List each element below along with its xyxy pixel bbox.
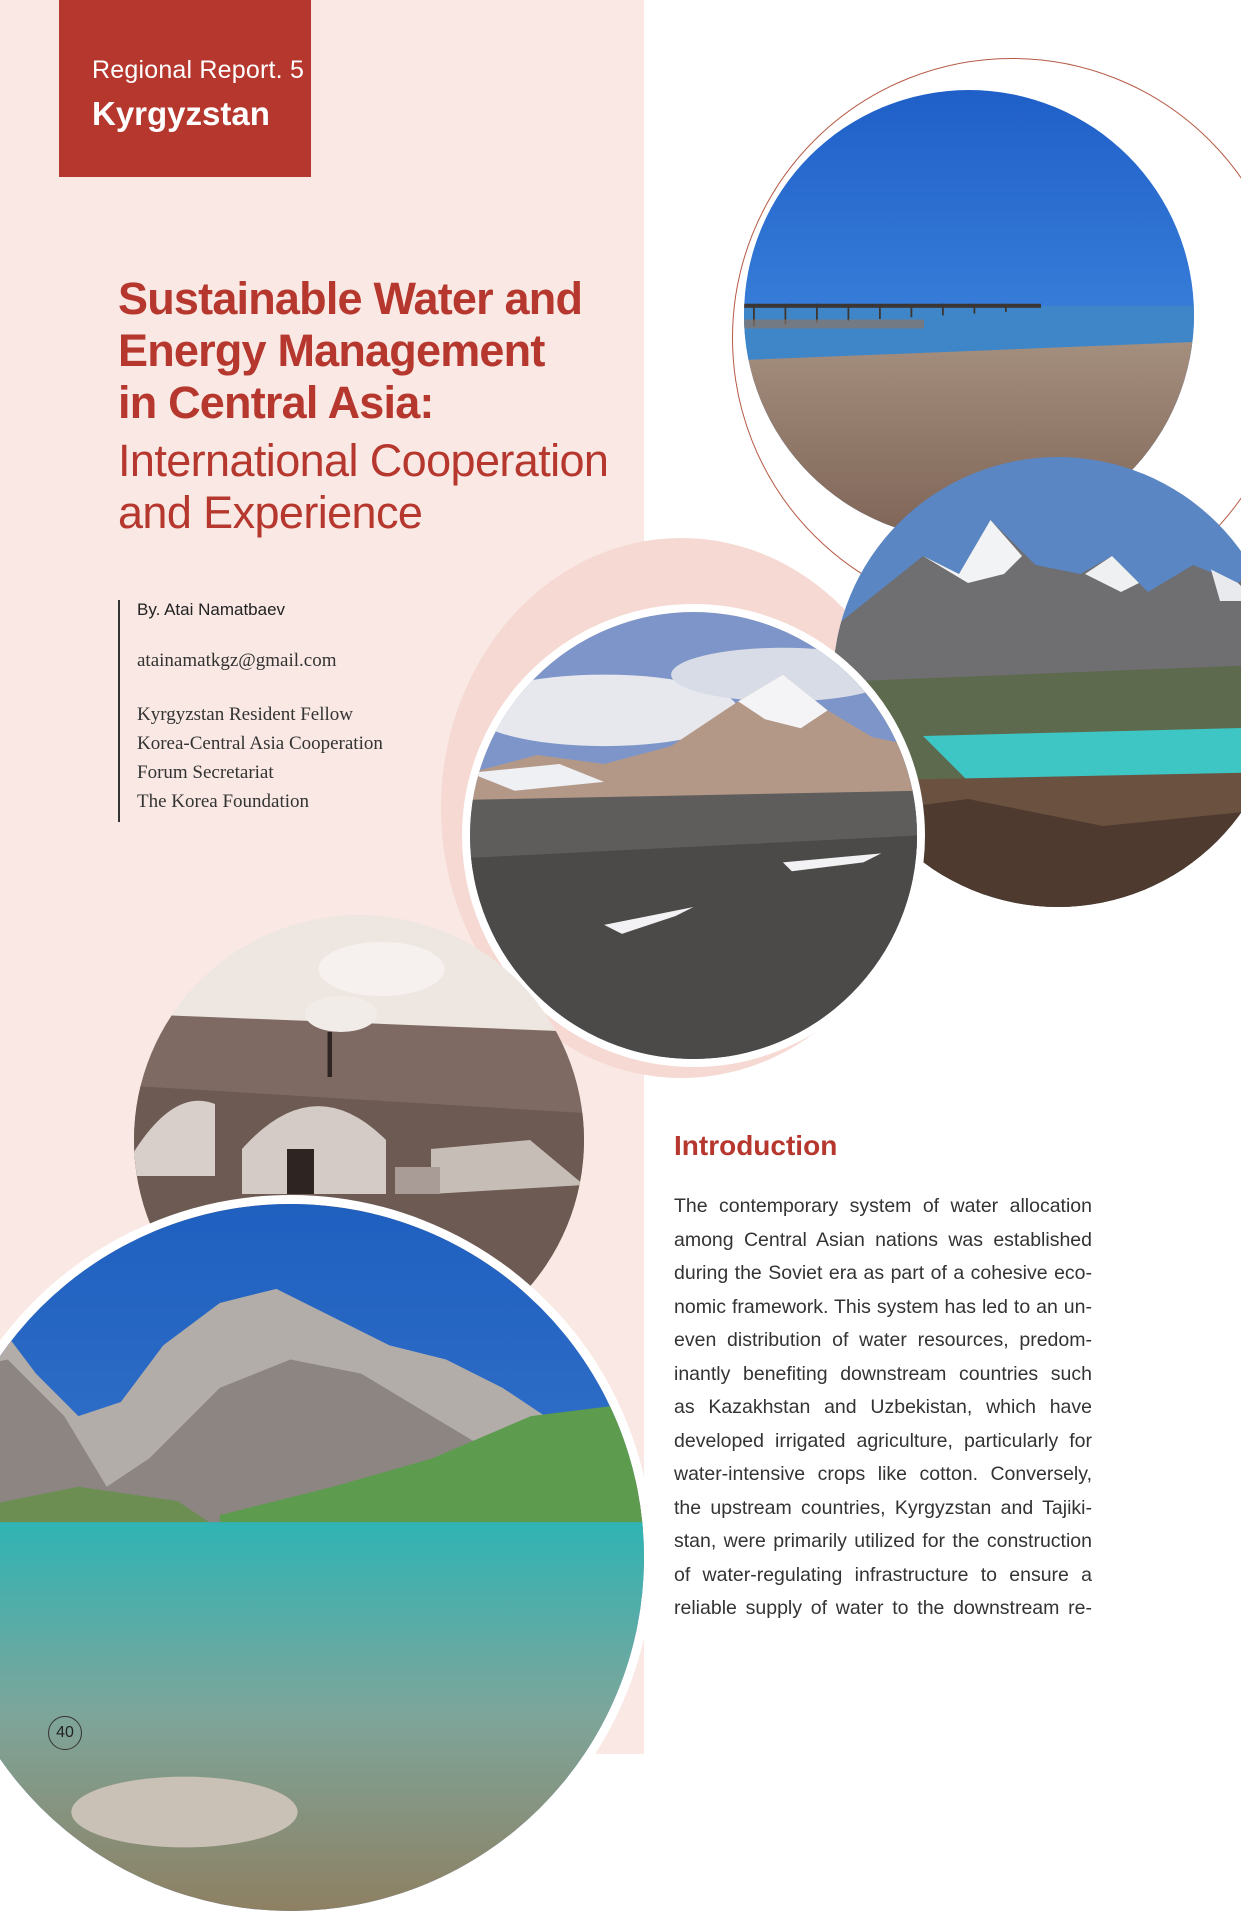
- author-block: [118, 600, 383, 822]
- page-number: 40: [48, 1716, 82, 1750]
- affiliation-line: Korea-Central Asia Cooperation: [137, 733, 383, 754]
- title-subtitle: [118, 435, 638, 539]
- affiliation-line: Forum Secretariat: [137, 762, 274, 783]
- body-line: nomic framework. This system has led to an un-: [674, 1295, 1092, 1318]
- author-affiliation: [137, 700, 383, 816]
- affiliation-line: The Korea Foundation: [137, 791, 310, 812]
- introduction-body: [674, 1190, 1092, 1626]
- body-line: developed irrigated agriculture, particularly for: [674, 1429, 1092, 1452]
- body-line: during the Soviet era as part of a cohesive eco-: [674, 1262, 1092, 1284]
- report-series: Regional Report. 5: [92, 56, 305, 84]
- title-main: [118, 273, 638, 429]
- body-line: among Central Asian nations was established: [674, 1228, 1092, 1251]
- body-line: inantly benefiting downstream countries such: [674, 1362, 1092, 1385]
- subtitle-line: International Cooperation: [118, 435, 609, 486]
- article-title: [118, 273, 638, 539]
- report-tag: [59, 0, 311, 177]
- section-heading-introduction: Introduction: [674, 1130, 838, 1161]
- body-line: even distribution of water resources, predom-: [674, 1329, 1092, 1351]
- affiliation-line: Kyrgyzstan Resident Fellow: [137, 704, 354, 725]
- author-email[interactable]: atainamatkgz@gmail.com: [137, 650, 337, 671]
- body-line: the upstream countries, Kyrgyzstan and Tajiki-: [674, 1496, 1092, 1519]
- title-line: in Central Asia:: [118, 377, 434, 428]
- subtitle-line: and Experience: [118, 487, 423, 538]
- body-line: The contemporary system of water allocation: [674, 1195, 1092, 1217]
- body-line: stan, were primarily utilized for the construction: [674, 1530, 1092, 1552]
- report-country: Kyrgyzstan: [92, 95, 270, 132]
- body-line: reliable supply of water to the downstream re-: [674, 1597, 1092, 1619]
- author-byline: By. Atai Namatbaev: [137, 600, 286, 619]
- title-line: Sustainable Water and: [118, 273, 583, 324]
- body-line: of water-regulating infrastructure to ensure a: [674, 1563, 1092, 1586]
- body-line: water-intensive crops like cotton. Conversely,: [674, 1463, 1092, 1485]
- body-line: as Kazakhstan and Uzbekistan, which have: [674, 1396, 1092, 1418]
- title-line: Energy Management: [118, 325, 545, 376]
